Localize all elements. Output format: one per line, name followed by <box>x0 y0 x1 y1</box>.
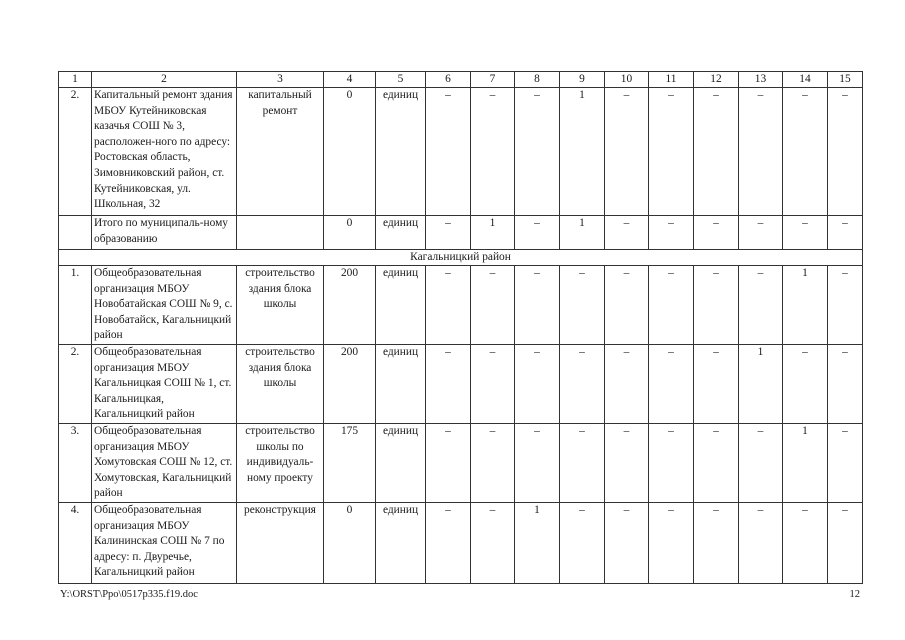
table-cell-col-1: 3. <box>59 423 92 502</box>
table-cell-col-11: – <box>649 88 694 216</box>
table-cell-col-8: – <box>515 423 560 502</box>
table-cell-col-6: – <box>426 216 471 250</box>
table-row <box>59 216 863 250</box>
table-cell-col-4: 0 <box>324 88 376 216</box>
table-cell-col-14: – <box>783 502 828 583</box>
table-cell-col-10: – <box>605 423 649 502</box>
table-cell-col-3: реконструкция <box>237 502 324 583</box>
column-header-6: 6 <box>426 72 471 88</box>
table-cell-col-6: – <box>426 266 471 345</box>
table-cell-col-7: 1 <box>471 216 515 250</box>
table-cell-col-10: – <box>605 502 649 583</box>
table-cell-col-14: – <box>783 88 828 216</box>
table-cell-col-2: Общеобразовательная организация МБОУ Хомутовская СОШ № 12, ст. Хомутовская, Кагальницкий район <box>92 423 237 502</box>
table-cell-col-14: – <box>783 216 828 250</box>
table-cell-col-8: – <box>515 88 560 216</box>
table-cell-col-8: – <box>515 344 560 423</box>
column-header-14: 14 <box>783 72 828 88</box>
table-cell-col-11: – <box>649 423 694 502</box>
table-cell-col-14: – <box>783 344 828 423</box>
table-cell-col-10: – <box>605 266 649 345</box>
table-cell-col-6: – <box>426 423 471 502</box>
table-cell-col-2: Итого по муниципаль-ному образованию <box>92 216 237 250</box>
table-cell-col-13: – <box>739 88 783 216</box>
table-cell-col-15: – <box>828 502 863 583</box>
table-cell-col-13: 1 <box>739 344 783 423</box>
table-cell-col-7: – <box>471 502 515 583</box>
table-cell-col-6: – <box>426 88 471 216</box>
column-header-9: 9 <box>560 72 605 88</box>
table-cell-col-13: – <box>739 502 783 583</box>
table-cell-col-15: – <box>828 266 863 345</box>
section-row <box>59 250 863 266</box>
table-cell-col-10: – <box>605 344 649 423</box>
table-cell-col-5: единиц <box>376 423 426 502</box>
table-cell-col-12: – <box>694 344 739 423</box>
table-cell-col-1: 1. <box>59 266 92 345</box>
table-row <box>59 266 863 345</box>
table-cell-col-1: 4. <box>59 502 92 583</box>
table-cell-col-15: – <box>828 88 863 216</box>
table-cell-col-13: – <box>739 423 783 502</box>
table-cell-col-3: строительство здания блока школы <box>237 344 324 423</box>
table-cell-col-4: 200 <box>324 266 376 345</box>
table-cell-col-4: 200 <box>324 344 376 423</box>
table-cell-col-7: – <box>471 423 515 502</box>
table-cell-col-5: единиц <box>376 266 426 345</box>
footer-page-number: 12 <box>849 589 860 600</box>
table-row <box>59 344 863 423</box>
table-cell-col-12: – <box>694 502 739 583</box>
table-cell-col-9: 1 <box>560 88 605 216</box>
table-cell-col-13: – <box>739 266 783 345</box>
header-row <box>59 72 863 88</box>
table-cell-col-6: – <box>426 344 471 423</box>
table-cell-col-3: капитальный ремонт <box>237 88 324 216</box>
table-cell-col-3: строительство школы по индивидуаль-ному проекту <box>237 423 324 502</box>
table-cell-col-12: – <box>694 216 739 250</box>
table-cell-col-11: – <box>649 266 694 345</box>
table-cell-col-6: – <box>426 502 471 583</box>
table-cell-col-1: 2. <box>59 88 92 216</box>
column-header-11: 11 <box>649 72 694 88</box>
table-cell-col-12: – <box>694 266 739 345</box>
table-row <box>59 88 863 216</box>
table-cell-col-15: – <box>828 216 863 250</box>
table-cell-col-4: 0 <box>324 502 376 583</box>
table-cell-col-7: – <box>471 88 515 216</box>
column-header-8: 8 <box>515 72 560 88</box>
column-header-3: 3 <box>237 72 324 88</box>
section-title: Кагальницкий район <box>59 250 863 266</box>
table-cell-col-12: – <box>694 88 739 216</box>
table-cell-col-10: – <box>605 216 649 250</box>
table-cell-col-5: единиц <box>376 502 426 583</box>
table-cell-col-9: – <box>560 266 605 345</box>
column-header-10: 10 <box>605 72 649 88</box>
table-cell-col-4: 0 <box>324 216 376 250</box>
table-cell-col-5: единиц <box>376 344 426 423</box>
table-cell-col-3 <box>237 216 324 250</box>
table-cell-col-5: единиц <box>376 216 426 250</box>
table-cell-col-7: – <box>471 266 515 345</box>
table-cell-col-9: – <box>560 344 605 423</box>
table-cell-col-1: 2. <box>59 344 92 423</box>
column-header-15: 15 <box>828 72 863 88</box>
table-cell-col-9: – <box>560 423 605 502</box>
column-header-4: 4 <box>324 72 376 88</box>
column-header-13: 13 <box>739 72 783 88</box>
table-cell-col-15: – <box>828 423 863 502</box>
column-header-5: 5 <box>376 72 426 88</box>
column-header-7: 7 <box>471 72 515 88</box>
table-cell-col-11: – <box>649 344 694 423</box>
table-cell-col-9: – <box>560 502 605 583</box>
table-cell-col-15: – <box>828 344 863 423</box>
table-cell-col-4: 175 <box>324 423 376 502</box>
table-cell-col-14: 1 <box>783 266 828 345</box>
table-cell-col-2: Общеобразовательная организация МБОУ Кагальницкая СОШ № 1, ст. Кагальницкая, Кагальницкий район <box>92 344 237 423</box>
table-cell-col-2: Капитальный ремонт здания МБОУ Кутейниковская казачья СОШ № 3, расположен-ного по адресу: Ростовская область, Зимовниковский район, ст. Кутейниковская, ул. Школьная, 32 <box>92 88 237 216</box>
table-cell-col-8: – <box>515 216 560 250</box>
column-header-2: 2 <box>92 72 237 88</box>
table-body <box>59 72 863 584</box>
table-cell-col-2: Общеобразовательная организация МБОУ Новобатайская СОШ № 9, с. Новобатайск, Кагальницкий район <box>92 266 237 345</box>
table-cell-col-11: – <box>649 502 694 583</box>
table-cell-col-14: 1 <box>783 423 828 502</box>
table-cell-col-12: – <box>694 423 739 502</box>
table-cell-col-5: единиц <box>376 88 426 216</box>
table-cell-col-3: строительство здания блока школы <box>237 266 324 345</box>
table-cell-col-8: – <box>515 266 560 345</box>
table-cell-col-11: – <box>649 216 694 250</box>
column-header-1: 1 <box>59 72 92 88</box>
table-cell-col-13: – <box>739 216 783 250</box>
data-table <box>58 71 863 584</box>
column-header-12: 12 <box>694 72 739 88</box>
table-cell-col-10: – <box>605 88 649 216</box>
table-row <box>59 423 863 502</box>
table-row <box>59 502 863 583</box>
table-cell-col-2: Общеобразовательная организация МБОУ Калининская СОШ № 7 по адресу: п. Двуречье, Кагальницкий район <box>92 502 237 583</box>
footer-file-path: Y:\ORST\Ppo\0517p335.f19.doc <box>60 589 198 600</box>
table-cell-col-8: 1 <box>515 502 560 583</box>
table-cell-col-7: – <box>471 344 515 423</box>
table-cell-col-9: 1 <box>560 216 605 250</box>
table-cell-col-1 <box>59 216 92 250</box>
